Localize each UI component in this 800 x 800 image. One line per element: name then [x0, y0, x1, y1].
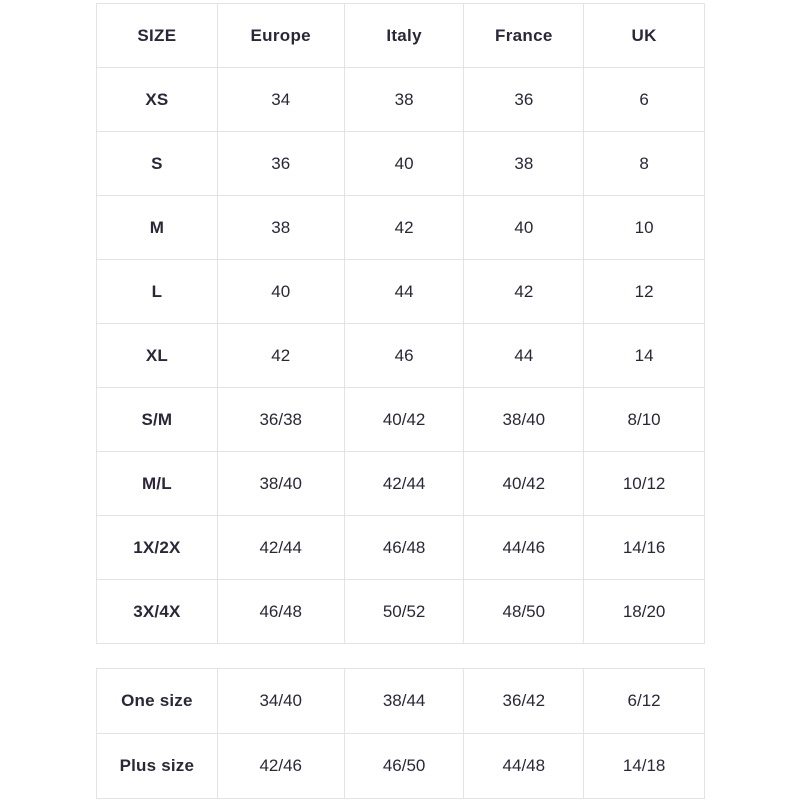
cell-uk: 10/12 — [584, 452, 705, 516]
cell-france: 38 — [464, 132, 584, 196]
cell-europe: 42/46 — [217, 734, 344, 799]
cell-france: 36/42 — [464, 669, 584, 734]
cell-france: 42 — [464, 260, 584, 324]
size-conversion-table — [96, 3, 705, 644]
cell-italy: 38 — [344, 68, 464, 132]
row-label: XL — [97, 324, 218, 388]
cell-italy: 40 — [344, 132, 464, 196]
column-header-size: SIZE — [97, 4, 218, 68]
row-label: L — [97, 260, 218, 324]
cell-italy: 46/50 — [344, 734, 464, 799]
cell-uk: 14/18 — [584, 734, 705, 799]
cell-france: 48/50 — [464, 580, 584, 644]
row-label: 3X/4X — [97, 580, 218, 644]
cell-uk: 14 — [584, 324, 705, 388]
row-label: S/M — [97, 388, 218, 452]
cell-uk: 12 — [584, 260, 705, 324]
row-label: S — [97, 132, 218, 196]
cell-france: 36 — [464, 68, 584, 132]
table-row — [97, 132, 705, 196]
row-label: M — [97, 196, 218, 260]
table-row — [97, 580, 705, 644]
cell-europe: 34/40 — [217, 669, 344, 734]
cell-italy: 50/52 — [344, 580, 464, 644]
table-row — [97, 452, 705, 516]
column-header-italy: Italy — [344, 4, 464, 68]
table-row — [97, 196, 705, 260]
column-header-france: France — [464, 4, 584, 68]
table-row — [97, 734, 705, 799]
cell-uk: 10 — [584, 196, 705, 260]
cell-europe: 38/40 — [217, 452, 344, 516]
cell-italy: 40/42 — [344, 388, 464, 452]
cell-uk: 6/12 — [584, 669, 705, 734]
cell-italy: 42/44 — [344, 452, 464, 516]
row-label-plus-size: Plus size — [97, 734, 218, 799]
column-header-uk: UK — [584, 4, 705, 68]
cell-uk: 14/16 — [584, 516, 705, 580]
row-label: XS — [97, 68, 218, 132]
table-row — [97, 260, 705, 324]
row-label-one-size: One size — [97, 669, 218, 734]
cell-uk: 18/20 — [584, 580, 705, 644]
cell-italy: 38/44 — [344, 669, 464, 734]
cell-europe: 42/44 — [217, 516, 344, 580]
table-row — [97, 324, 705, 388]
cell-uk: 8 — [584, 132, 705, 196]
cell-italy: 46 — [344, 324, 464, 388]
cell-france: 44 — [464, 324, 584, 388]
row-label: M/L — [97, 452, 218, 516]
cell-france: 40/42 — [464, 452, 584, 516]
table-row — [97, 516, 705, 580]
cell-uk: 8/10 — [584, 388, 705, 452]
cell-italy: 46/48 — [344, 516, 464, 580]
table-row — [97, 68, 705, 132]
cell-europe: 36 — [217, 132, 344, 196]
cell-france: 44/48 — [464, 734, 584, 799]
cell-uk: 6 — [584, 68, 705, 132]
table-header-row — [97, 4, 705, 68]
cell-italy: 42 — [344, 196, 464, 260]
cell-europe: 46/48 — [217, 580, 344, 644]
cell-europe: 34 — [217, 68, 344, 132]
cell-france: 38/40 — [464, 388, 584, 452]
cell-europe: 38 — [217, 196, 344, 260]
column-header-europe: Europe — [217, 4, 344, 68]
cell-france: 44/46 — [464, 516, 584, 580]
cell-europe: 40 — [217, 260, 344, 324]
cell-france: 40 — [464, 196, 584, 260]
one-size-plus-size-table — [96, 668, 705, 799]
cell-europe: 42 — [217, 324, 344, 388]
table-row — [97, 669, 705, 734]
cell-italy: 44 — [344, 260, 464, 324]
row-label: 1X/2X — [97, 516, 218, 580]
table-row — [97, 388, 705, 452]
cell-europe: 36/38 — [217, 388, 344, 452]
